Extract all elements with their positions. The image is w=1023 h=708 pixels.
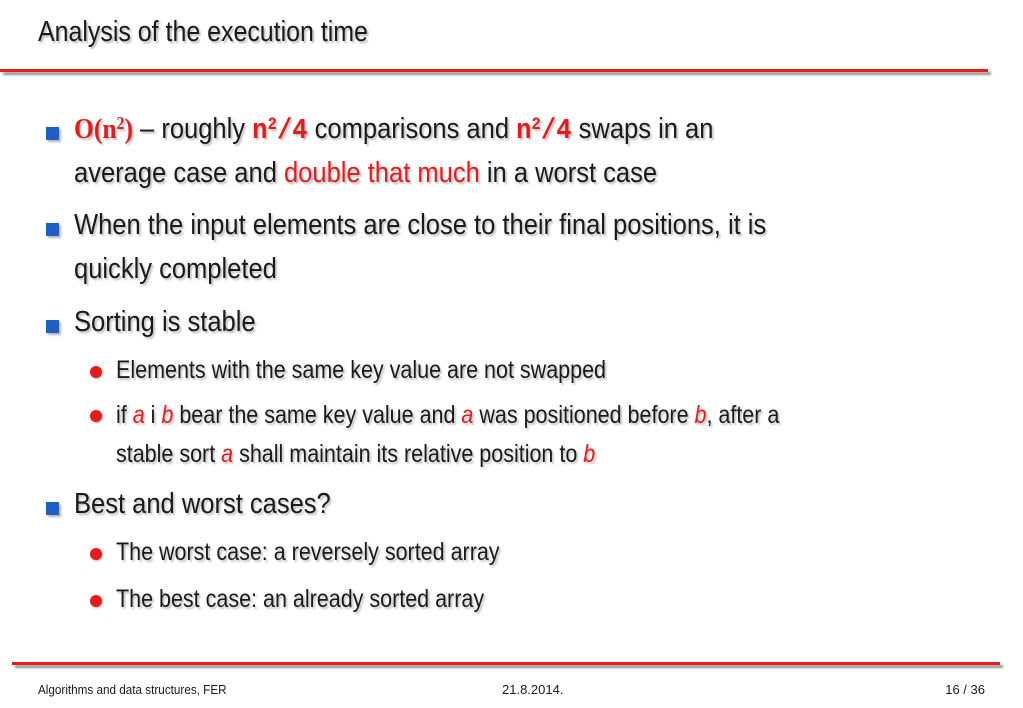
square-bullet-icon — [46, 223, 59, 236]
circle-bullet-icon — [90, 595, 102, 607]
highlight-double: double that much — [283, 157, 480, 189]
footer-page-number: 16 / 36 — [945, 682, 985, 697]
swaps-formula: $n^2/4$ — [516, 114, 572, 147]
bullet-stable: Sorting is stable — [74, 306, 256, 338]
comparisons-formula: $n^2/4$ — [252, 114, 308, 147]
square-bullet-icon — [46, 320, 59, 333]
square-bullet-icon — [46, 502, 59, 515]
square-bullet-icon — [46, 127, 59, 140]
circle-bullet-icon — [90, 366, 102, 378]
big-o-notation: $O(n^2)$ — [74, 113, 133, 145]
sub-bullet-relative-line1: if a i b bear the same key value and a was positioned before b, after a — [116, 401, 780, 429]
sub-bullet-relative-line2: stable sort a shall maintain its relative position to b — [116, 440, 596, 468]
bullet-complexity-line1: $O(n^2)$ – roughly $n^2/4$ comparisons and $n^2/4$ swaps in an — [74, 113, 714, 147]
bullet-input-close-line2: quickly completed — [74, 253, 277, 285]
bullet-best-worst: Best and worst cases? — [74, 488, 331, 520]
footer-date: 21.8.2014. — [502, 682, 564, 697]
footer-course: Algorithms and data structures, FER — [38, 682, 227, 697]
circle-bullet-icon — [90, 548, 102, 560]
slide-title: Analysis of the execution time — [38, 16, 368, 48]
sub-bullet-not-swapped: Elements with the same key value are not swapped — [116, 356, 606, 384]
footer-divider — [12, 662, 1000, 665]
sub-bullet-worst-case: The worst case: a reversely sorted array — [116, 538, 500, 566]
circle-bullet-icon — [90, 410, 102, 422]
bullet-complexity-line2: average case and double that much in a worst case — [74, 157, 658, 189]
sub-bullet-best-case: The best case: an already sorted array — [116, 585, 485, 613]
bullet-input-close-line1: When the input elements are close to their final positions, it is — [74, 209, 767, 241]
